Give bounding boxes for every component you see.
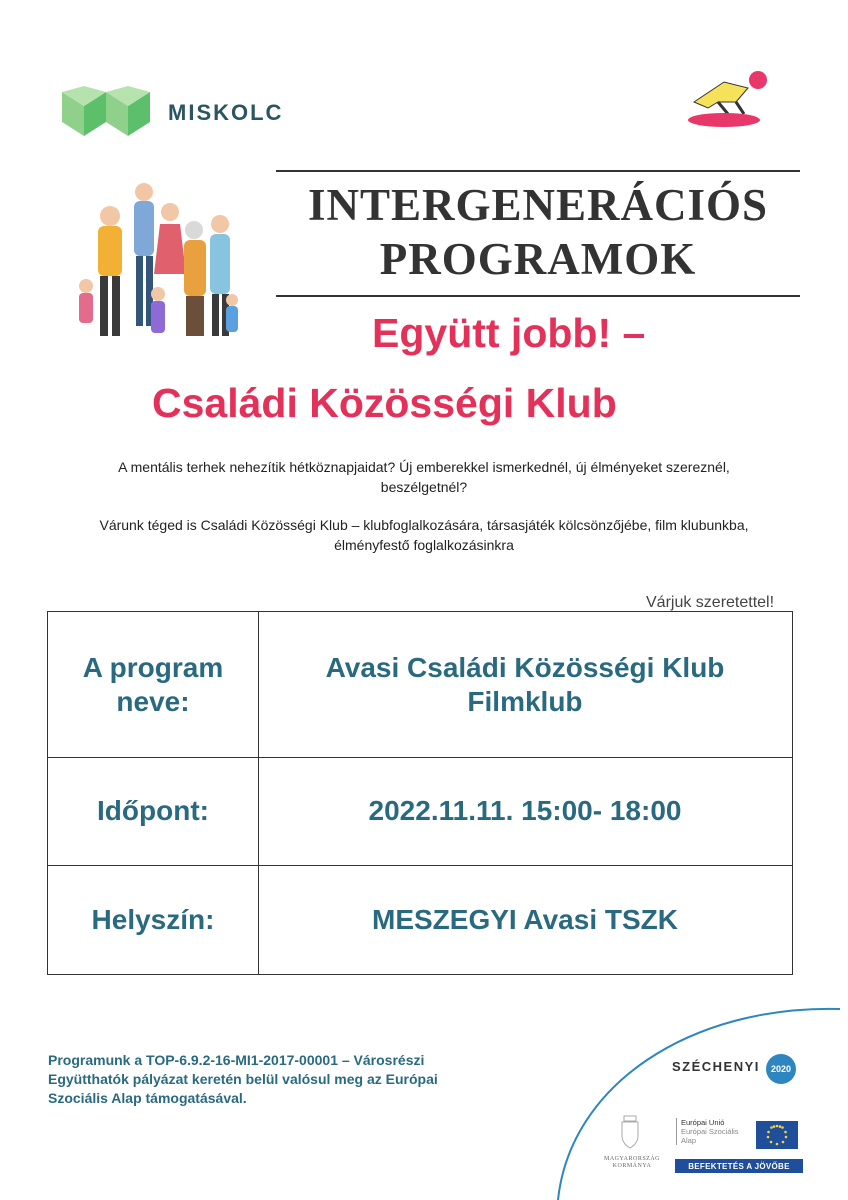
eu-line-2: Európai Szociális [681, 1127, 739, 1136]
value-line-2: Filmklub [467, 685, 583, 717]
invest-banner: BEFEKTETÉS A JÖVŐBE [675, 1159, 803, 1173]
table-value-time: 2022.11.11. 15:00- 18:00 [368, 795, 682, 826]
subtitle-line-1: Együtt jobb! – [372, 310, 646, 356]
label-line-2: neve: [116, 685, 190, 717]
value-line-1: Avasi Családi Közösségi Klub [325, 651, 725, 683]
logo-text: MISKOLC [168, 100, 284, 125]
table-label-time: Időpont: [97, 795, 209, 826]
miskolc-logo-icon [62, 86, 150, 136]
intro-paragraph-2 [0, 515, 848, 555]
table-value-program-name [258, 612, 792, 757]
szechenyi-logo-text: SZÉCHENYI [672, 1059, 760, 1074]
government-label [592, 1156, 672, 1170]
subtitle-line-2: Családi Közösségi Klub [152, 380, 617, 426]
table-label-program-name [48, 612, 258, 757]
funding-line-2: Együtthatók pályázat keretén belül valósul meg az Európai [48, 1071, 438, 1087]
szechenyi-2020-badge: 2020 [766, 1054, 796, 1084]
funding-note [48, 1051, 518, 1108]
title-rule-top [276, 170, 800, 172]
eu-flag-icon [756, 1121, 798, 1149]
hungarian-coat-of-arms-icon [610, 1112, 650, 1152]
title-line-2: PROGRAMOK [379, 234, 697, 284]
eu-line-1: Európai Unió [681, 1118, 725, 1127]
table-label-location: Helyszín: [91, 903, 215, 935]
intro-1-line-1: A mentális terhek nehezítik hétköznapjaidat? Új emberekkel ismerkednél, új élményeket szereznél, [118, 459, 730, 475]
welcome-text: Várjuk szeretettel! [646, 594, 775, 611]
page-title [276, 178, 800, 286]
family-illustration-icon [70, 176, 248, 346]
gov-line-1: MAGYARORSZÁG [603, 1156, 660, 1162]
intro-paragraph-1 [0, 457, 848, 497]
intro-1-line-2: beszélgetnél? [380, 479, 468, 495]
skateboard-figure-icon [684, 68, 774, 130]
table-value-location: MESZEGYI Avasi TSZK [372, 903, 678, 935]
funding-line-3: Szociális Alap támogatásával. [48, 1090, 247, 1106]
eu-label [676, 1118, 761, 1145]
program-table [47, 611, 793, 975]
title-line-1: INTERGENERÁCIÓS [307, 180, 769, 230]
label-line-1: A program [82, 651, 224, 683]
intro-2-line-1: Várunk téged is Családi Közösségi Klub – klubfoglalkozására, társasjáték kölcsönzőjébe, film klubunkba, [99, 517, 749, 533]
funding-line-1: Programunk a TOP-6.9.2-16-MI1-2017-00001 – Városrészi [48, 1052, 425, 1068]
gov-line-2: KORMÁNYA [612, 1163, 652, 1169]
intro-2-line-2: élményfestő foglalkozásinkra [334, 537, 514, 553]
title-rule-bottom [276, 295, 800, 297]
eu-line-3: Alap [681, 1136, 697, 1145]
